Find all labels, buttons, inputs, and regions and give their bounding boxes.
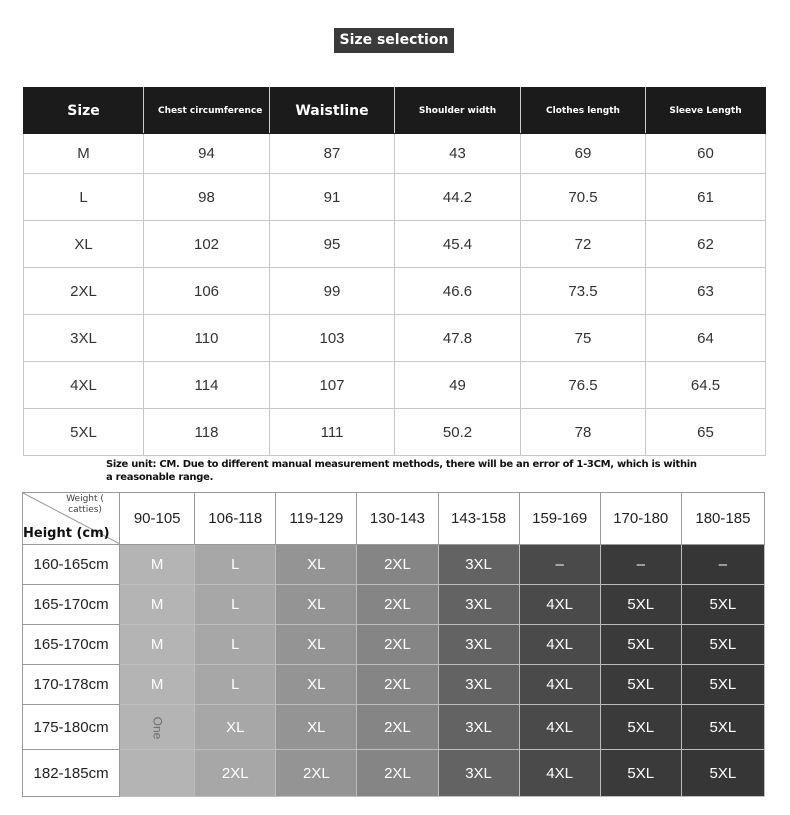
corner-height-label: Height (cm) (23, 526, 110, 541)
size-cell: 45.4 (395, 221, 521, 268)
recommended-size-cell: 3XL (438, 750, 519, 797)
size-cell: 94 (144, 134, 270, 174)
recommended-size-cell (120, 705, 195, 750)
size-row (24, 409, 766, 456)
size-cell: 114 (144, 362, 270, 409)
size-cell: 99 (270, 268, 395, 315)
size-cell: 3XL (24, 315, 144, 362)
size-cell: 50.2 (395, 409, 521, 456)
size-cell: 5XL (24, 409, 144, 456)
recommended-size-cell: 2XL (357, 705, 438, 750)
size-cell: 73.5 (521, 268, 646, 315)
height-row (23, 625, 765, 665)
recommended-size-cell: L (195, 665, 276, 705)
height-row (23, 705, 765, 750)
size-cell: 63 (646, 268, 766, 315)
recommended-size-cell: XL (276, 545, 357, 585)
rotated-size-label: One (150, 716, 165, 739)
weight-range-header: 159-169 (519, 493, 600, 545)
size-cell: L (24, 174, 144, 221)
recommended-size-cell: XL (276, 705, 357, 750)
size-measurement-table (23, 87, 766, 456)
corner-cell (23, 493, 120, 545)
size-cell: 87 (270, 134, 395, 174)
size-cell: 61 (646, 174, 766, 221)
recommended-size-cell: 5XL (600, 585, 681, 625)
weight-header-row (23, 493, 765, 545)
height-row (23, 750, 765, 797)
size-cell: 98 (144, 174, 270, 221)
recommended-size-cell: 3XL (438, 625, 519, 665)
recommended-size-cell: 2XL (357, 585, 438, 625)
header-size: Size (24, 88, 144, 134)
corner-weight-label: Weight ( catties) (66, 494, 104, 515)
weight-range-header: 130-143 (357, 493, 438, 545)
recommended-size-cell: 5XL (681, 705, 764, 750)
height-row (23, 665, 765, 705)
recommended-size-cell: 2XL (195, 750, 276, 797)
height-range-label: 170-178cm (23, 665, 120, 705)
weight-range-header: 180-185 (681, 493, 764, 545)
weight-range-header: 119-129 (276, 493, 357, 545)
weight-range-header: 106-118 (195, 493, 276, 545)
recommended-size-cell: 3XL (438, 585, 519, 625)
height-range-label: 175-180cm (23, 705, 120, 750)
recommended-size-cell: XL (276, 625, 357, 665)
recommended-size-cell: 2XL (357, 750, 438, 797)
size-cell: 44.2 (395, 174, 521, 221)
recommended-size-cell: – (600, 545, 681, 585)
recommended-size-cell: 5XL (600, 705, 681, 750)
header-waistline: Waistline (270, 88, 395, 134)
size-cell: 111 (270, 409, 395, 456)
size-cell: 64.5 (646, 362, 766, 409)
recommended-size-cell: 4XL (519, 705, 600, 750)
recommended-size-cell: 4XL (519, 585, 600, 625)
size-row (24, 268, 766, 315)
recommended-size-cell: L (195, 625, 276, 665)
recommended-size-cell: 2XL (357, 625, 438, 665)
recommended-size-cell: – (519, 545, 600, 585)
height-row (23, 545, 765, 585)
recommended-size-cell: M (120, 665, 195, 705)
recommended-size-cell: L (195, 545, 276, 585)
recommended-size-cell: 5XL (600, 625, 681, 665)
size-table-header-row (24, 88, 766, 134)
weight-range-header: 143-158 (438, 493, 519, 545)
recommended-size-cell: 3XL (438, 705, 519, 750)
size-cell: 69 (521, 134, 646, 174)
recommended-size-cell: 5XL (681, 625, 764, 665)
size-row (24, 134, 766, 174)
size-cell: 46.6 (395, 268, 521, 315)
height-range-label: 165-170cm (23, 625, 120, 665)
header-sleeve-length: Sleeve Length (646, 88, 766, 134)
recommended-size-cell: 5XL (681, 665, 764, 705)
size-cell: M (24, 134, 144, 174)
size-row (24, 221, 766, 268)
recommended-size-cell: 3XL (438, 545, 519, 585)
recommended-size-cell: 2XL (357, 665, 438, 705)
size-cell: 2XL (24, 268, 144, 315)
height-range-label: 165-170cm (23, 585, 120, 625)
header-shoulder: Shoulder width (395, 88, 521, 134)
size-cell: 107 (270, 362, 395, 409)
recommended-size-cell: M (120, 545, 195, 585)
recommended-size-cell: 3XL (438, 665, 519, 705)
header-clothes-length: Clothes length (521, 88, 646, 134)
size-cell: 60 (646, 134, 766, 174)
size-cell: 70.5 (521, 174, 646, 221)
size-cell: 95 (270, 221, 395, 268)
page-title: Size selection (334, 28, 454, 53)
size-note: Size unit: CM. Due to different manual measurement methods, there will be an error of 1-3CM, which is within a reasonable range. (106, 459, 697, 483)
size-row (24, 315, 766, 362)
weight-range-header: 170-180 (600, 493, 681, 545)
recommended-size-cell: 2XL (276, 750, 357, 797)
recommended-size-cell: M (120, 625, 195, 665)
recommended-size-cell: – (681, 545, 764, 585)
height-range-label: 160-165cm (23, 545, 120, 585)
recommended-size-cell: XL (276, 585, 357, 625)
size-cell: XL (24, 221, 144, 268)
recommended-size-cell: 4XL (519, 750, 600, 797)
recommended-size-cell: XL (276, 665, 357, 705)
size-cell: 110 (144, 315, 270, 362)
size-cell: 118 (144, 409, 270, 456)
recommended-size-cell: 4XL (519, 665, 600, 705)
weight-range-header: 90-105 (120, 493, 195, 545)
size-cell: 49 (395, 362, 521, 409)
recommended-size-cell: L (195, 585, 276, 625)
size-cell: 4XL (24, 362, 144, 409)
size-row (24, 174, 766, 221)
size-cell: 76.5 (521, 362, 646, 409)
size-cell: 106 (144, 268, 270, 315)
size-cell: 65 (646, 409, 766, 456)
size-cell: 78 (521, 409, 646, 456)
header-chest: Chest circumference (144, 88, 270, 134)
size-cell: 43 (395, 134, 521, 174)
size-cell: 64 (646, 315, 766, 362)
recommended-size-cell: 5XL (600, 750, 681, 797)
height-row (23, 585, 765, 625)
recommended-size-cell: 5XL (600, 665, 681, 705)
recommended-size-cell: 2XL (357, 545, 438, 585)
recommended-size-cell: XL (195, 705, 276, 750)
size-cell: 47.8 (395, 315, 521, 362)
size-cell: 75 (521, 315, 646, 362)
size-recommendation-table (22, 492, 765, 797)
height-range-label: 182-185cm (23, 750, 120, 797)
size-cell: 91 (270, 174, 395, 221)
size-cell: 62 (646, 221, 766, 268)
size-cell: 103 (270, 315, 395, 362)
size-row (24, 362, 766, 409)
size-cell: 102 (144, 221, 270, 268)
size-cell: 72 (521, 221, 646, 268)
recommended-size-cell (120, 750, 195, 797)
recommended-size-cell: M (120, 585, 195, 625)
recommended-size-cell: 4XL (519, 625, 600, 665)
recommended-size-cell: 5XL (681, 585, 764, 625)
recommended-size-cell: 5XL (681, 750, 764, 797)
